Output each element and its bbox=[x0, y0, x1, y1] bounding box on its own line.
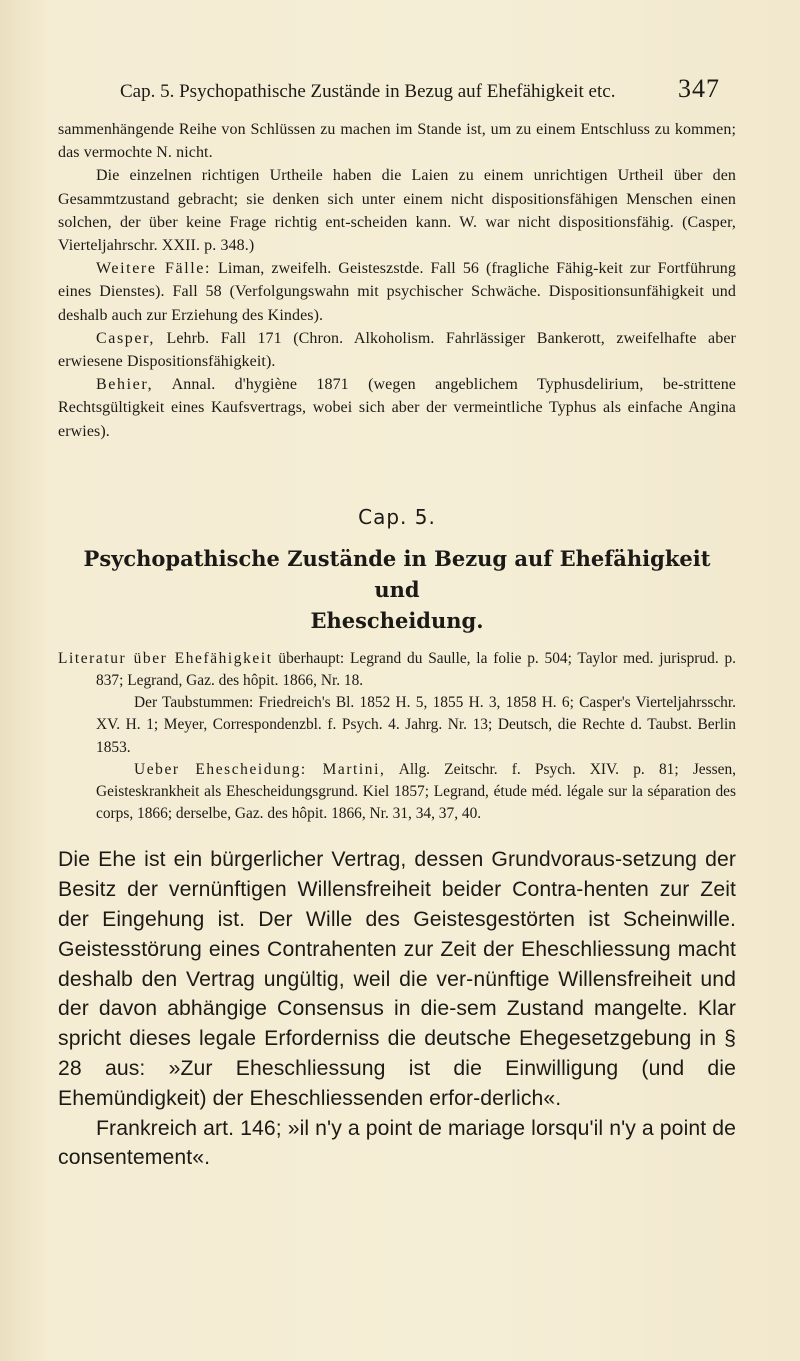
chapter-title-line2: Ehescheidung. bbox=[310, 607, 484, 633]
paragraph-behier bbox=[58, 373, 736, 443]
chapter-title bbox=[58, 543, 736, 636]
literature-general bbox=[58, 648, 736, 692]
chapter-title-line1: Psychopathische Zustände in Bezug auf Ehefähigkeit und bbox=[83, 545, 711, 602]
paragraph-continuation: sammenhängende Reihe von Schlüssen zu machen im Stande ist, um zu einem Entschluss zu kommen; das vermochte N. nicht. bbox=[58, 121, 736, 162]
divorce-lead: Ueber Ehescheidung: Martini, bbox=[134, 760, 386, 778]
chapter-label: Cap. 5. bbox=[358, 504, 436, 529]
literature-section bbox=[58, 648, 736, 826]
running-header bbox=[120, 74, 720, 104]
body-paragraph-france: Frankreich art. 146; »il n'y a point de mariage lorsqu'il n'y a point de consentement«. bbox=[58, 1116, 736, 1170]
lead-behier: Behier, bbox=[96, 376, 154, 394]
text-further-cases: Liman, zweifelh. Geisteszstde. Fall 56 (fragliche Fähig-keit zur Fortführung eines Dienstes). Fall 58 (Verfolgungswahn mit psychischer Schwäche. Dispositionsunfähigkeit und deshalb auch zur Erziehung des Kindes). bbox=[58, 260, 736, 324]
literature-text: überhaupt: Legrand du Saulle, la folie p. 504; Taylor med. jurisprud. p. 837; Legrand, Gaz. des hôpit. 1866, Nr. 18. bbox=[96, 649, 736, 690]
paragraph-further-cases bbox=[58, 257, 736, 327]
divorce-text: Allg. Zeitschr. f. Psych. XIV. p. 81; Jessen, Geisteskrankheit als Ehescheidungsgrund. Kiel 1857; Legrand, étude méd. légale sur la séparation des corps, 1866; derselbe, Gaz. des hôpit. 1866, Nr. 31, 34, 37, 40. bbox=[96, 760, 736, 823]
literature-lead: Literatur über Ehefähigkeit bbox=[58, 649, 273, 667]
body-paragraph-marriage: Die Ehe ist ein bürgerlicher Vertrag, dessen Grundvoraus-setzung der Besitz der vernünftigen Willensfreiheit beider Contra-henten zur Zeit der Eingehung ist. Der Wille des Geistesgestörten ist Scheinwille. Geistesstörung eines Contrahenten zur Zeit der Eheschliessung macht deshalb den Vertrag ungültig, weil die ver-nünftige Willensfreiheit und der davon abhängige Consensus in die-sem Zustand mangelte. Klar spricht dieses legale Erforderniss die deutsche Ehegesetzgebung in § 28 aus: »Zur Eheschliessung ist die Einwilligung (und die Ehemündigkeit) der Eheschliessenden erfor-derlich«. bbox=[58, 848, 736, 1110]
top-section bbox=[58, 118, 736, 443]
paragraph-casper bbox=[58, 327, 736, 373]
paragraph-judgement: Die einzelnen richtigen Urtheile haben die Laien zu einem unrichtigen Urtheil über den Gesammtzustand gebracht; sie denken sich unter einem nicht dispositionsfähigen Menschen einen solchen, der über keine Frage richtig ent-scheiden kann. W. war nicht dispositionsfähig. (Casper, Vierteljahrschr. XXII. p. 348.) bbox=[58, 167, 736, 255]
page-content bbox=[58, 118, 736, 1173]
main-body bbox=[58, 845, 736, 1173]
literature-divorce bbox=[58, 759, 736, 826]
literature-deaf: Der Taubstummen: Friedreich's Bl. 1852 H. 5, 1855 H. 3, 1858 H. 6; Casper's Vierteljahrsschr. XV. H. 1; Meyer, Correspondenzbl. f. Psych. 4. Jahrg. Nr. 13; Deutsch, die Rechte d. Taubst. Berlin 1853. bbox=[96, 694, 736, 756]
page-number: 347 bbox=[678, 74, 720, 103]
running-title: Cap. 5. Psychopathische Zustände in Bezug auf Ehefähigkeit etc. bbox=[120, 81, 616, 102]
lead-further-cases: Weitere Fälle: bbox=[96, 260, 212, 278]
lead-casper: Casper, bbox=[96, 329, 155, 347]
text-casper: Lehrb. Fall 171 (Chron. Alkoholism. Fahrlässiger Bankerott, zweifelhafte aber erwiesene Dispositionsfähigkeit). bbox=[58, 329, 736, 371]
text-behier: Annal. d'hygiène 1871 (wegen angeblichem Typhusdelirium, be-strittene Rechtsgültigkeit eines Kaufsvertrags, wobei sich aber der vermeintliche Typhus als einfache Angina erwies). bbox=[58, 376, 736, 440]
